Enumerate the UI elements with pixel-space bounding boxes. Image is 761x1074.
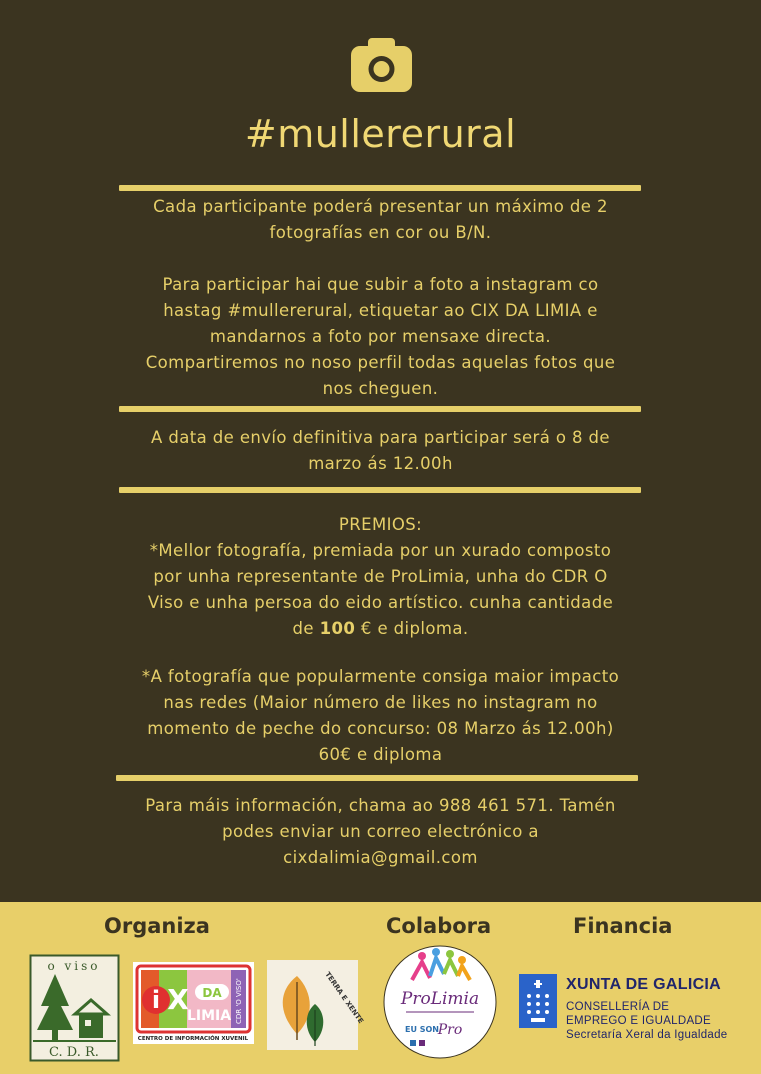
xunta-de-galicia-emblem bbox=[519, 974, 557, 1028]
contact-email: cixdalimia@gmail.com bbox=[283, 848, 478, 867]
divider bbox=[116, 775, 638, 781]
svg-text:CENTRO DE INFORMACIÓN XUVENIL: CENTRO DE INFORMACIÓN XUVENIL bbox=[137, 1036, 249, 1042]
financia-heading: Financia bbox=[573, 914, 673, 938]
prolimia-logo bbox=[382, 940, 498, 1070]
svg-text:ProLimia: ProLimia bbox=[400, 989, 480, 1009]
camera-icon bbox=[351, 38, 412, 92]
svg-text:o viso: o viso bbox=[47, 959, 101, 973]
campaign-hashtag: #mullererural bbox=[244, 112, 517, 156]
organiza-heading: Organiza bbox=[104, 914, 210, 938]
colabora-heading: Colabora bbox=[386, 914, 492, 938]
svg-text:X: X bbox=[167, 983, 189, 1016]
svg-text:LIMIA: LIMIA bbox=[186, 1008, 232, 1024]
svg-text:TERRA E XENTE: TERRA E XENTE bbox=[323, 970, 365, 1026]
deadline-text: A data de envío definitiva para participar será o 8 de marzo ás 12.00h bbox=[151, 428, 610, 473]
prize-amount: 100 bbox=[319, 619, 356, 638]
svg-text:Pro: Pro bbox=[437, 1022, 463, 1038]
contact-text: Para máis información, chama ao 988 461 571. Tamén podes enviar un correo electrónico a cixdalimia@gmail.com bbox=[120, 793, 641, 871]
svg-text:C. D. R.: C. D. R. bbox=[49, 1045, 99, 1060]
svg-text:EU SON: EU SON bbox=[404, 1025, 440, 1034]
cdr-o-viso-logo bbox=[29, 954, 120, 1062]
rules-text: Cada participante poderá presentar un máximo de 2 fotografías en cor ou B/N. Para participar hai que subir a foto a instagram co hastag #mullererural, etiquetar ao CIX DA LIMIA e mandarnos a foto por mensaxe directa. Compartiremos no noso perfil todas aquelas fotos que nos cheguen. bbox=[145, 197, 616, 398]
xunta-de-galicia-text: XUNTA DE GALICIA CONSELLERÍA DE EMPREGO E IGUALDADE Secretaría Xeral da Igualdade bbox=[566, 976, 728, 1041]
cix-da-limia-logo bbox=[133, 962, 254, 1044]
svg-text:CDR 'O VISO': CDR 'O VISO' bbox=[235, 978, 243, 1024]
prizes-text: PREMIOS: *Mellor fotografía, premiada por un xurado composto por unha representante de ProLimia, unha do CDR O Viso e unha persoa do eido artístico. cunha cantidade de 100 € e diploma. *A fotografía que popularmente consiga maior impacto nas redes (Maior número de likes no instagram no momento de peche do concurso: 08 Marzo ás 12.00h) 60€ e diploma bbox=[120, 512, 641, 768]
divider bbox=[119, 487, 641, 493]
svg-text:i: i bbox=[151, 986, 161, 1014]
sponsors-footer bbox=[0, 902, 761, 1074]
prizes-title: PREMIOS: bbox=[338, 515, 423, 534]
divider bbox=[119, 406, 641, 412]
terra-e-xente-logo bbox=[267, 960, 365, 1050]
divider bbox=[119, 185, 641, 191]
svg-text:DA: DA bbox=[202, 986, 222, 1000]
